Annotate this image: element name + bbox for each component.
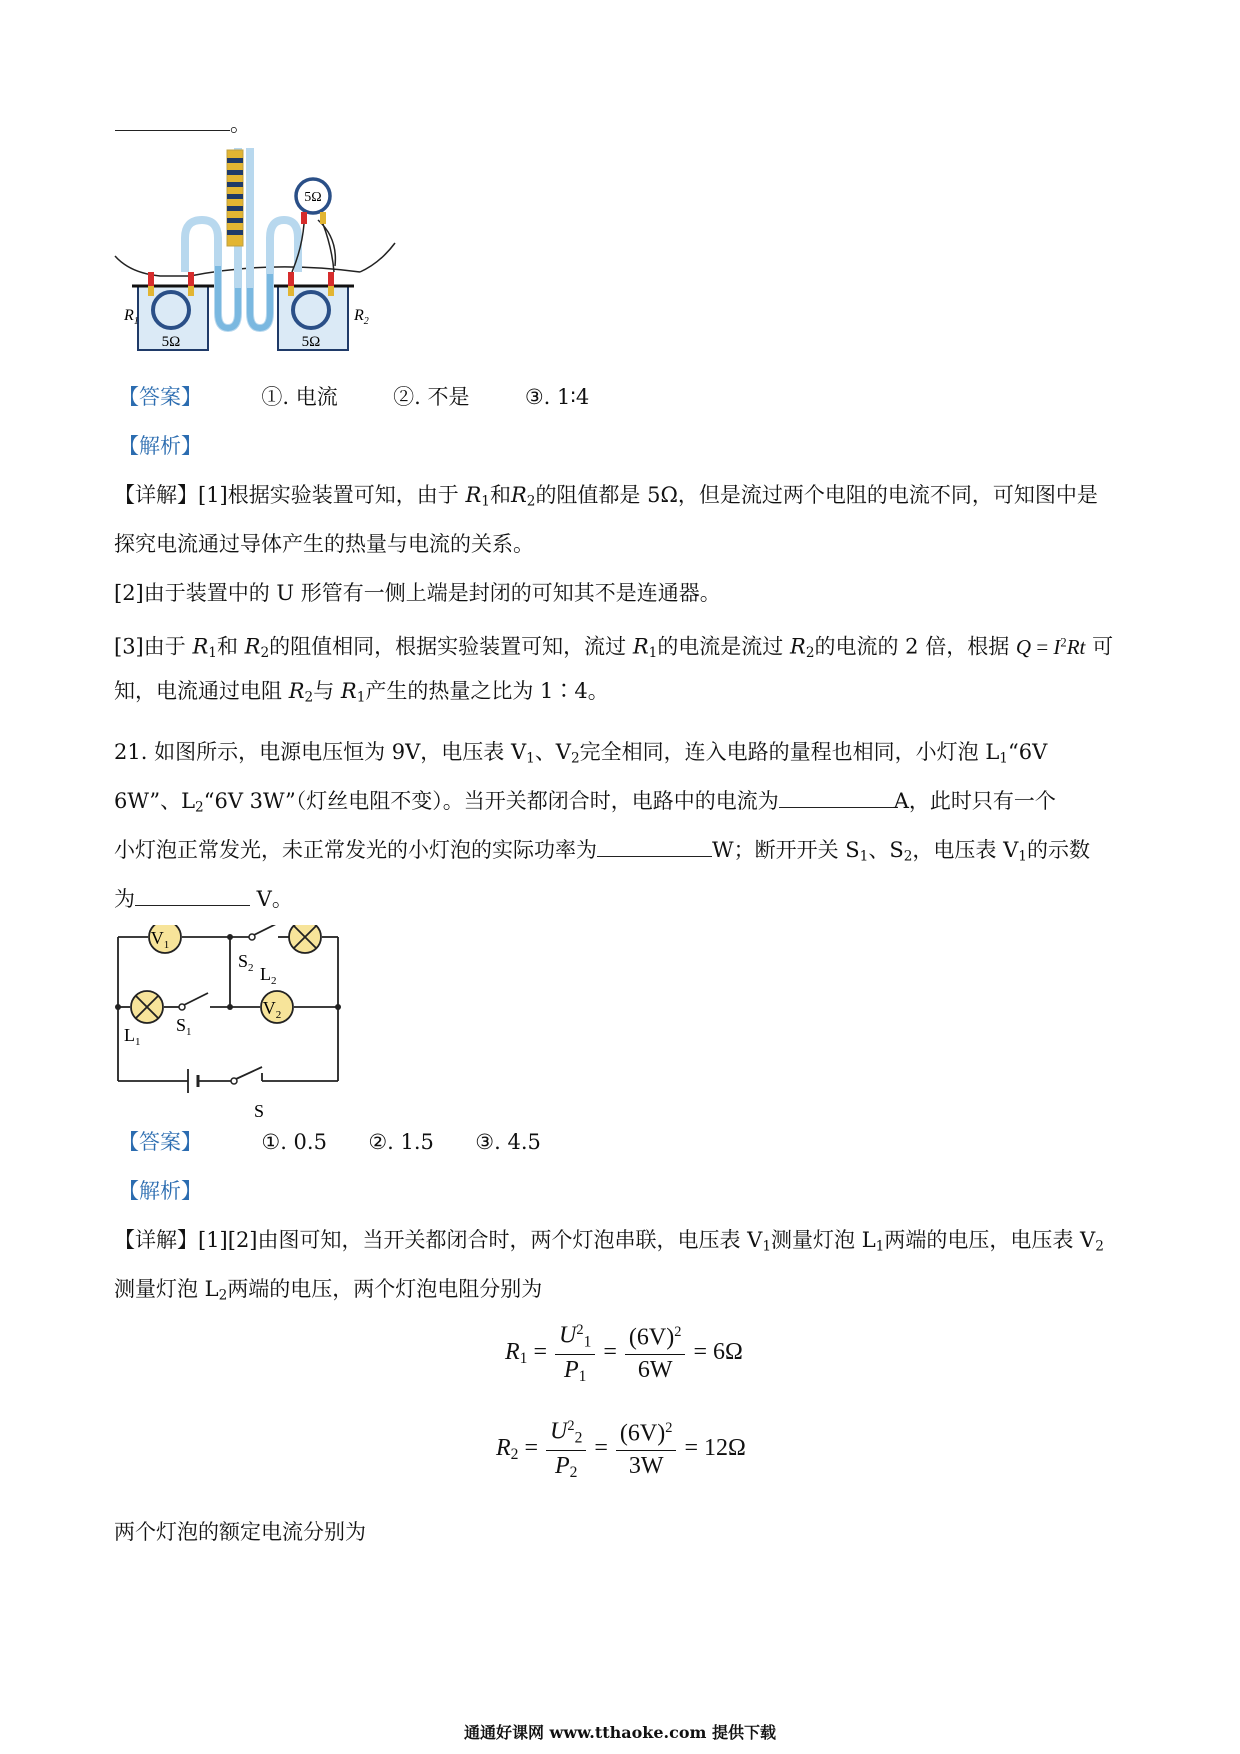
q20-detail-line-5: 知，电流通过电阻 $R_2$与 $R_1$产生的热量之比为 1∶4。 bbox=[114, 679, 609, 706]
q21-detail-line-last: 两个灯泡的额定电流分别为 bbox=[114, 1520, 366, 1544]
external-terminal bbox=[301, 212, 307, 224]
q20-detail-line-2: 探究电流通过导体产生的热量与电流的关系。 bbox=[114, 532, 534, 556]
external-resistance-label: 5Ω bbox=[304, 190, 322, 205]
answer-2: ②. 不是 bbox=[393, 385, 470, 409]
lamp-l2-label: $L_2$ bbox=[260, 964, 277, 987]
q20-answer bbox=[118, 383, 589, 411]
left-terminal-base bbox=[148, 286, 154, 296]
switch-s-label: S bbox=[254, 1101, 265, 1121]
q21-analysis-tag: 【解析】 bbox=[118, 1179, 202, 1203]
left-terminal bbox=[148, 272, 154, 286]
formula-joule: $Q = I^2Rt$ bbox=[1015, 634, 1086, 659]
switch-s2-blade bbox=[254, 925, 278, 935]
top-blank-line: 。 bbox=[115, 110, 251, 138]
voltmeter-v1-label: $V_1$ bbox=[150, 928, 170, 951]
q21-detail-line-1: 【详解】[1][2]由图可知，当开关都闭合时，两个灯泡串联，电压表 $V_1$测量灯泡 $L_1$两端的电压，电压表 $V_2$ bbox=[114, 1228, 1104, 1255]
circuit-diagram bbox=[110, 925, 360, 1125]
fill-blank-current bbox=[779, 787, 894, 808]
right-resistance-label: 5Ω bbox=[301, 334, 321, 350]
q21-line-3: 小灯泡正常发光，未正常发光的小灯泡的实际功率为 W；断开开关 $S_1$、$S_2$，电压表 $V_1$的示数 bbox=[114, 838, 1090, 865]
fill-blank bbox=[115, 110, 230, 131]
junction-dot bbox=[227, 1004, 233, 1010]
junction-dot bbox=[335, 1004, 341, 1010]
q20-analysis-tag: 【解析】 bbox=[118, 434, 202, 458]
left-terminal bbox=[188, 272, 194, 286]
voltmeter-v2-label: $V_2$ bbox=[262, 998, 282, 1021]
q20-detail-line-3: [2]由于装置中的 U 形管有一侧上端是封闭的可知其不是连通器。 bbox=[114, 581, 721, 605]
joule-heat-apparatus-figure bbox=[110, 148, 410, 368]
right-terminal bbox=[288, 272, 294, 286]
switch-s-blade bbox=[236, 1067, 262, 1079]
fill-blank-power bbox=[597, 836, 712, 857]
answer-3: ③. 1∶4 bbox=[524, 385, 590, 409]
answer-tag: 【答案】 bbox=[118, 385, 202, 409]
wire bbox=[360, 243, 395, 272]
answer-1: ①. 0.5 bbox=[261, 1130, 327, 1154]
answer-3: ③. 4.5 bbox=[475, 1130, 541, 1154]
answer-2: ②. 1.5 bbox=[368, 1130, 434, 1154]
right-terminal-base bbox=[328, 286, 334, 296]
q21-line-4: 为 V。 bbox=[114, 887, 293, 911]
equation-r1: $R_1$ = $\frac{U^2_1}{P_1}$ = $\frac{(6V)^2}{6W}$ = 6Ω bbox=[505, 1322, 743, 1385]
r1-label: $R_1$ bbox=[124, 307, 139, 327]
answer-1: ①. 电流 bbox=[261, 385, 338, 409]
external-terminal bbox=[320, 212, 326, 224]
q21-line-2: 6W”、$L_2“6V$ 3W”（灯丝电阻不变）。当开关都闭合时，电路中的电流为 A，此时只有一个 bbox=[114, 789, 1056, 816]
junction-dot bbox=[115, 1004, 121, 1010]
switch-s2-label: $S_2$ bbox=[238, 951, 254, 974]
detail-tag: 【详解】 bbox=[114, 483, 198, 507]
q21-line-1: 21. 如图所示，电源电压恒为 9V，电压表 $V_1$、$V_2$完全相同，连入电路的量程也相同，小灯泡 $L_1“6V$ bbox=[114, 740, 1048, 767]
r2-label: $R_2$ bbox=[354, 307, 369, 327]
lamp-l1-label: $L_1$ bbox=[124, 1025, 141, 1048]
lamp-l2-icon bbox=[289, 925, 321, 953]
left-resistance-label: 5Ω bbox=[161, 334, 181, 350]
equation-r2: $R_2$ = $\frac{U^2_2}{P_2}$ = $\frac{(6V)^2}{3W}$ = 12Ω bbox=[496, 1418, 746, 1481]
right-terminal bbox=[328, 272, 334, 286]
q21-answer bbox=[118, 1128, 541, 1156]
q20-detail-line-4: [3]由于 $R_1$和 $R_2$的阻值相同，根据实验装置可知，流过 $R_1$的电流是流过 $R_2$的电流的 2 倍，根据 $Q = I^2Rt$ 可 bbox=[114, 634, 1114, 661]
q20-detail-line-1: 【详解】[1]根据实验装置可知，由于 $R_1$和$R_2$的阻值都是 5Ω，但是流过两个电阻的电流不同，可知图中是 bbox=[114, 483, 1098, 510]
q21-detail-line-2: 测量灯泡 $L_2$两端的电压，两个灯泡电阻分别为 bbox=[114, 1277, 543, 1304]
switch-s1-label: $S_1$ bbox=[176, 1015, 192, 1038]
detail-tag: 【详解】 bbox=[114, 1228, 198, 1252]
junction-dot bbox=[227, 934, 233, 940]
answer-tag: 【答案】 bbox=[118, 1130, 202, 1154]
page-footer: 通通好课网 www.tthaoke.com 提供下载 bbox=[463, 1723, 777, 1742]
fill-blank-voltage bbox=[135, 885, 250, 906]
left-terminal-base bbox=[188, 286, 194, 296]
switch-s1-blade bbox=[184, 993, 208, 1005]
right-terminal-base bbox=[288, 286, 294, 296]
